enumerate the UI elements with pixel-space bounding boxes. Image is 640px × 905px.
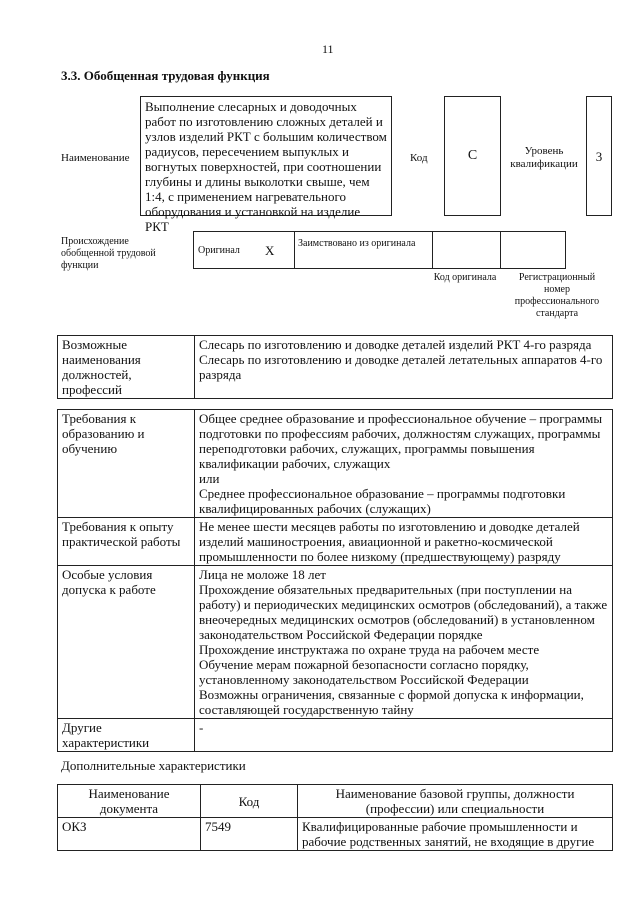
row-group: Квалифицированные рабочие промышленности и рабочие родственных занятий, не входящие в другие — [298, 818, 613, 851]
code-box — [444, 96, 501, 216]
level-label: Уровень квалификации — [510, 145, 578, 170]
positions-label: Возможные наименования должностей, профессий — [58, 336, 195, 399]
requirements-table — [57, 409, 613, 752]
row-code: 7549 — [201, 818, 298, 851]
header-doc: Наименование документа — [58, 785, 201, 818]
borrowed-label: Заимствовано из оригинала — [298, 238, 416, 249]
section-title: 3.3. Обобщенная трудовая функция — [61, 68, 270, 83]
table-row — [58, 566, 613, 719]
other-label: Другие характеристики — [58, 719, 195, 752]
level-box — [586, 96, 612, 216]
table-row — [58, 818, 613, 851]
level-value: 3 — [595, 149, 603, 164]
code-label: Код — [410, 152, 428, 164]
table-row — [58, 518, 613, 566]
additional-title: Дополнительные характеристики — [61, 758, 246, 773]
table-header-row — [58, 785, 613, 818]
admission-value: Лица не моложе 18 лет Прохождение обязательных предварительных (при поступлении на работу) и периодических медицинских осмотров (обследований), а также внеочередных медицинских осмотров (обследований) в установленном законодательством Российской Федерации порядке Прохождение инструктажа по охране труда на рабочем месте Обучение мерам пожарной безопасности согласно порядку, установленному законодательством Российской Федерации Возможны ограничения, связанные с формой допуска к информации, составляющей государственную тайну — [195, 566, 613, 719]
other-value: - — [195, 719, 613, 752]
positions-table — [57, 335, 613, 399]
experience-value: Не менее шести месяцев работы по изготовлению и доводке деталей изделий машиностроения, авиационной и ракетно-космической промышленности по более низкому (предшествующему) разряду — [195, 518, 613, 566]
reg-number-caption: Регистрационный номер профессионального стандарта — [514, 272, 600, 319]
function-name: Выполнение слесарных и доводочных работ по изготовлению сложных деталей и узлов изделий РКТ с большим количеством радиусов, пересечением выпуклых и вогнутых поверхностей, при соотношении глубины и длины выколотки свыше, чем 1:4, с применением нагревательного оборудования и установкой на изделие РКТ — [145, 99, 387, 234]
page-number: 11 — [322, 42, 334, 56]
education-label: Требования к образованию и обучению — [58, 410, 195, 518]
code-original-caption: Код оригинала — [433, 272, 497, 283]
code-value: C — [467, 148, 478, 163]
additional-table — [57, 784, 613, 851]
original-mark: X — [265, 243, 275, 258]
row-doc: ОКЗ — [58, 818, 201, 851]
name-label: Наименование — [61, 152, 130, 164]
positions-value: Слесарь по изготовлению и доводке деталей изделий РКТ 4-го разряда Слесарь по изготовлению и доводке деталей летательных аппаратов 4-го разряда — [195, 336, 613, 399]
original-label: Оригинал — [198, 245, 240, 256]
experience-label: Требования к опыту практической работы — [58, 518, 195, 566]
function-name-box — [140, 96, 392, 234]
header-code: Код — [201, 785, 298, 818]
header-group: Наименование базовой группы, должности (профессии) или специальности — [298, 785, 613, 818]
table-row — [58, 410, 613, 518]
origin-box — [193, 231, 566, 269]
origin-label: Происхождение обобщенной трудовой функции — [61, 236, 156, 271]
education-value: Общее среднее образование и профессиональное обучение – программы подготовки по профессиям рабочих, должностям служащих, программы переподготовки рабочих, служащих, программы повышения квалификации рабочих, служащих или Среднее профессиональное образование – программы подготовки квалифицированных рабочих (служащих) — [195, 410, 613, 518]
table-row — [58, 719, 613, 752]
admission-label: Особые условия допуска к работе — [58, 566, 195, 719]
